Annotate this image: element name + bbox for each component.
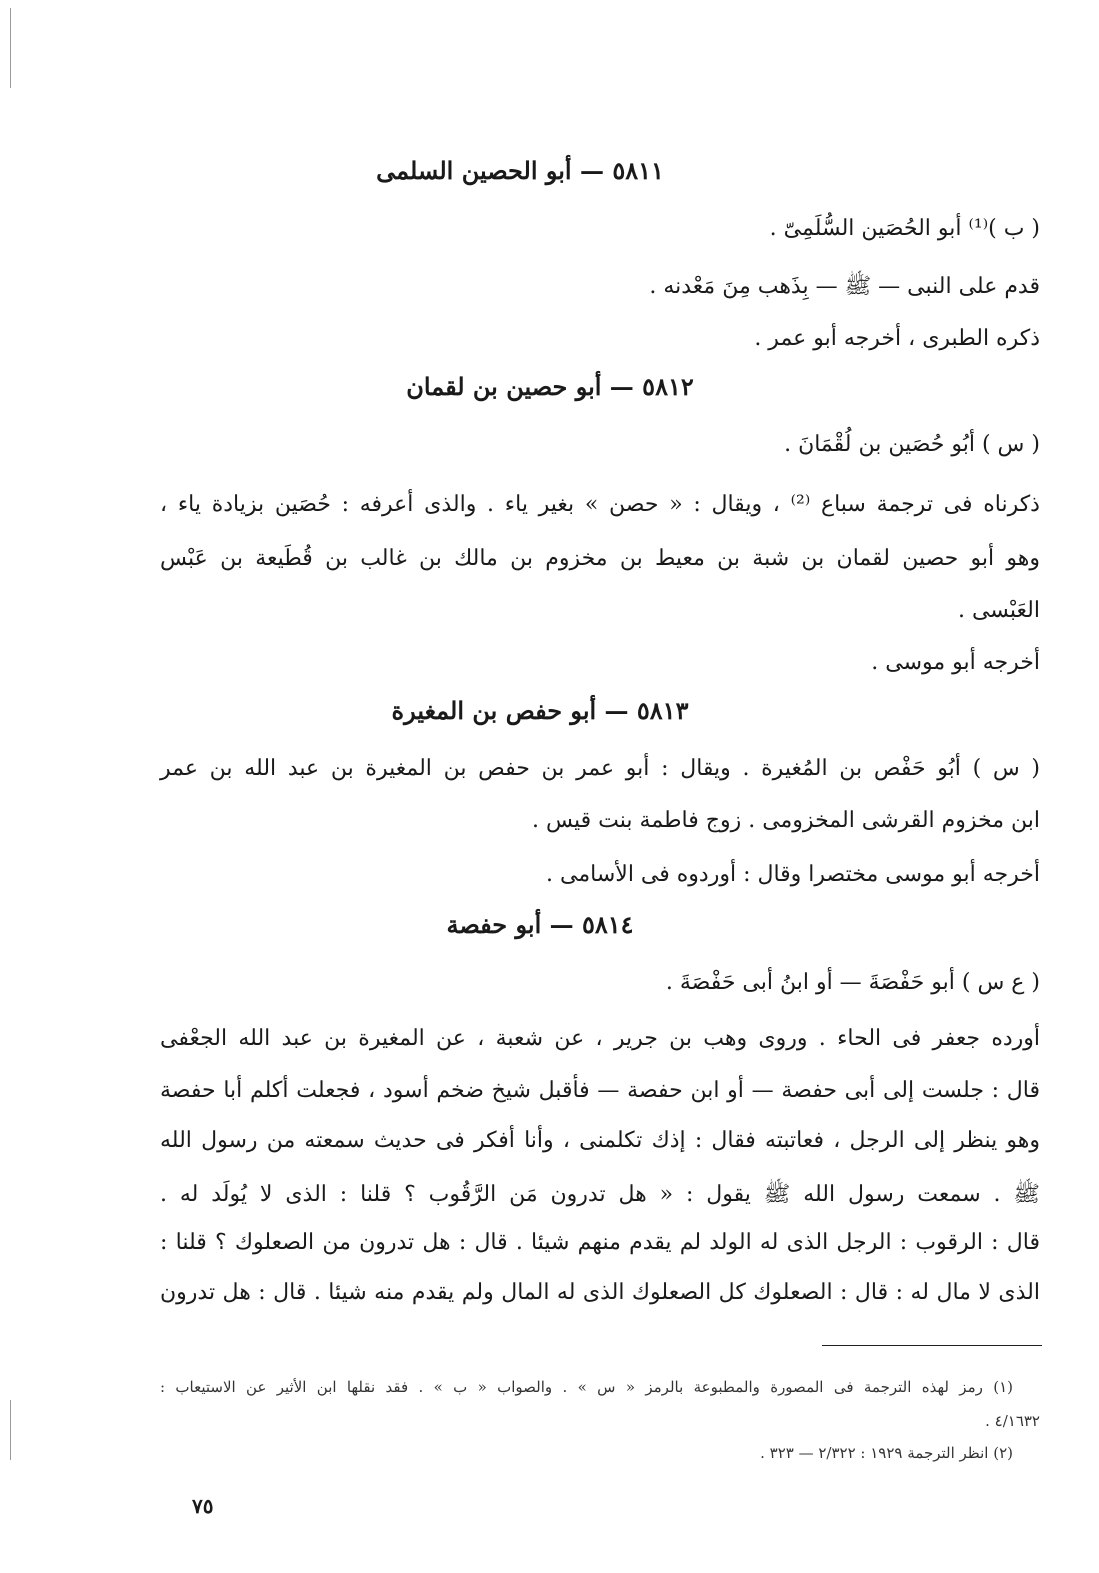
entry-line: ( س ) أبُو حَفْص بن المُغيرة . ويقال : أبو عمر بن حفص بن المغيرة بن عبد الله بن عمر [160,756,1040,781]
entry-line: قال : الرقوب : الرجل الذى له الولد لم يقدم منهم شيئا . قال : هل تدرون من الصعلوك ؟ قلنا : [160,1230,1040,1255]
entry-line: ( ع س ) أبو حَفْصَةَ — أو ابنُ أبى حَفْصَةَ . [665,970,1040,995]
entry-line: أورده جعفر فى الحاء . وروى وهب بن جرير ، عن شعبة ، عن المغيرة بن عبد الله الجعْفى [160,1026,1040,1051]
entry-line: ابن مخزوم القرشى المخزومى . زوج فاطمة بنت قيس . [531,808,1040,833]
footnote-rule [822,1345,1042,1346]
entry-heading: ٥٨١١ — أبو الحصين السلمى [376,156,664,185]
page-number: ٧٥ [192,1494,214,1518]
entry-line: وهو ينظر إلى الرجل ، فعاتبته فقال : إذك تكلمنى ، وأنا أفكر فى حديث سمعته من رسول الله [160,1128,1040,1153]
entry-line: ﷺ . سمعت رسول الله ﷺ يقول : « هل تدرون مَن الرَّقُوب ؟ قلنا : الذى لا يُولَد له . [160,1182,1040,1207]
entry-line: قدم على النبى — ﷺ — بِذَهب مِنَ مَعْدنه . [649,274,1040,299]
entry-heading: ٥٨١٤ — أبو حفصة [446,910,634,939]
scan-edge-line [10,1400,11,1460]
footnote: (٢) انظر الترجمة ١٩٢٩ : ٢/٣٢٢ — ٣٢٣ . [760,1444,1013,1462]
entry-line: ذكره الطبرى ، أخرجه أبو عمر . [754,326,1040,351]
entry-line: أخرجه أبو موسى مختصرا وقال : أوردوه فى الأسامى . [546,862,1040,887]
entry-line: قال : جلست إلى أبى حفصة — أو ابن حفصة — فأقبل شيخ ضخم أسود ، فجعلت أكلم أبا حفصة [160,1078,1040,1103]
footnote: (١) رمز لهذه الترجمة فى المصورة والمطبوعة بالرمز « س » . والصواب « ب » . فقد نقلها ابن الأثير عن الاستيعاب : [160,1378,1013,1396]
entry-line: العَبْسى . [957,598,1040,623]
entry-line: ( س ) أبُو حُصَين بن لُقْمَانَ . [784,432,1040,457]
entry-heading: ٥٨١٣ — أبو حفص بن المغيرة [391,696,689,725]
footnote: ٤/١٦٣٢ . [985,1412,1040,1430]
entry-heading: ٥٨١٢ — أبو حصين بن لقمان [406,372,694,401]
scan-edge-line [10,8,11,88]
entry-line: وهو أبو حصين لقمان بن شبة بن معيط بن مخزوم بن مالك بن غالب بن قُطَيعة بن عَبْس [160,546,1040,571]
entry-line: الذى لا مال له : قال : الصعلوك كل الصعلوك الذى له المال ولم يقدم منه شيئا . قال : هل تدرون [160,1280,1040,1305]
entry-line: أخرجه أبو موسى . [871,650,1040,675]
entry-line: ذكرناه فى ترجمة سباع ⁽²⁾ ، ويقال : « حصن » بغير ياء . والذى أعرفه : حُصَين بزيادة ياء ، [160,492,1040,517]
entry-line: ( ب )⁽¹⁾ أبو الحُصَين السُّلَمِىّ . [769,216,1040,241]
